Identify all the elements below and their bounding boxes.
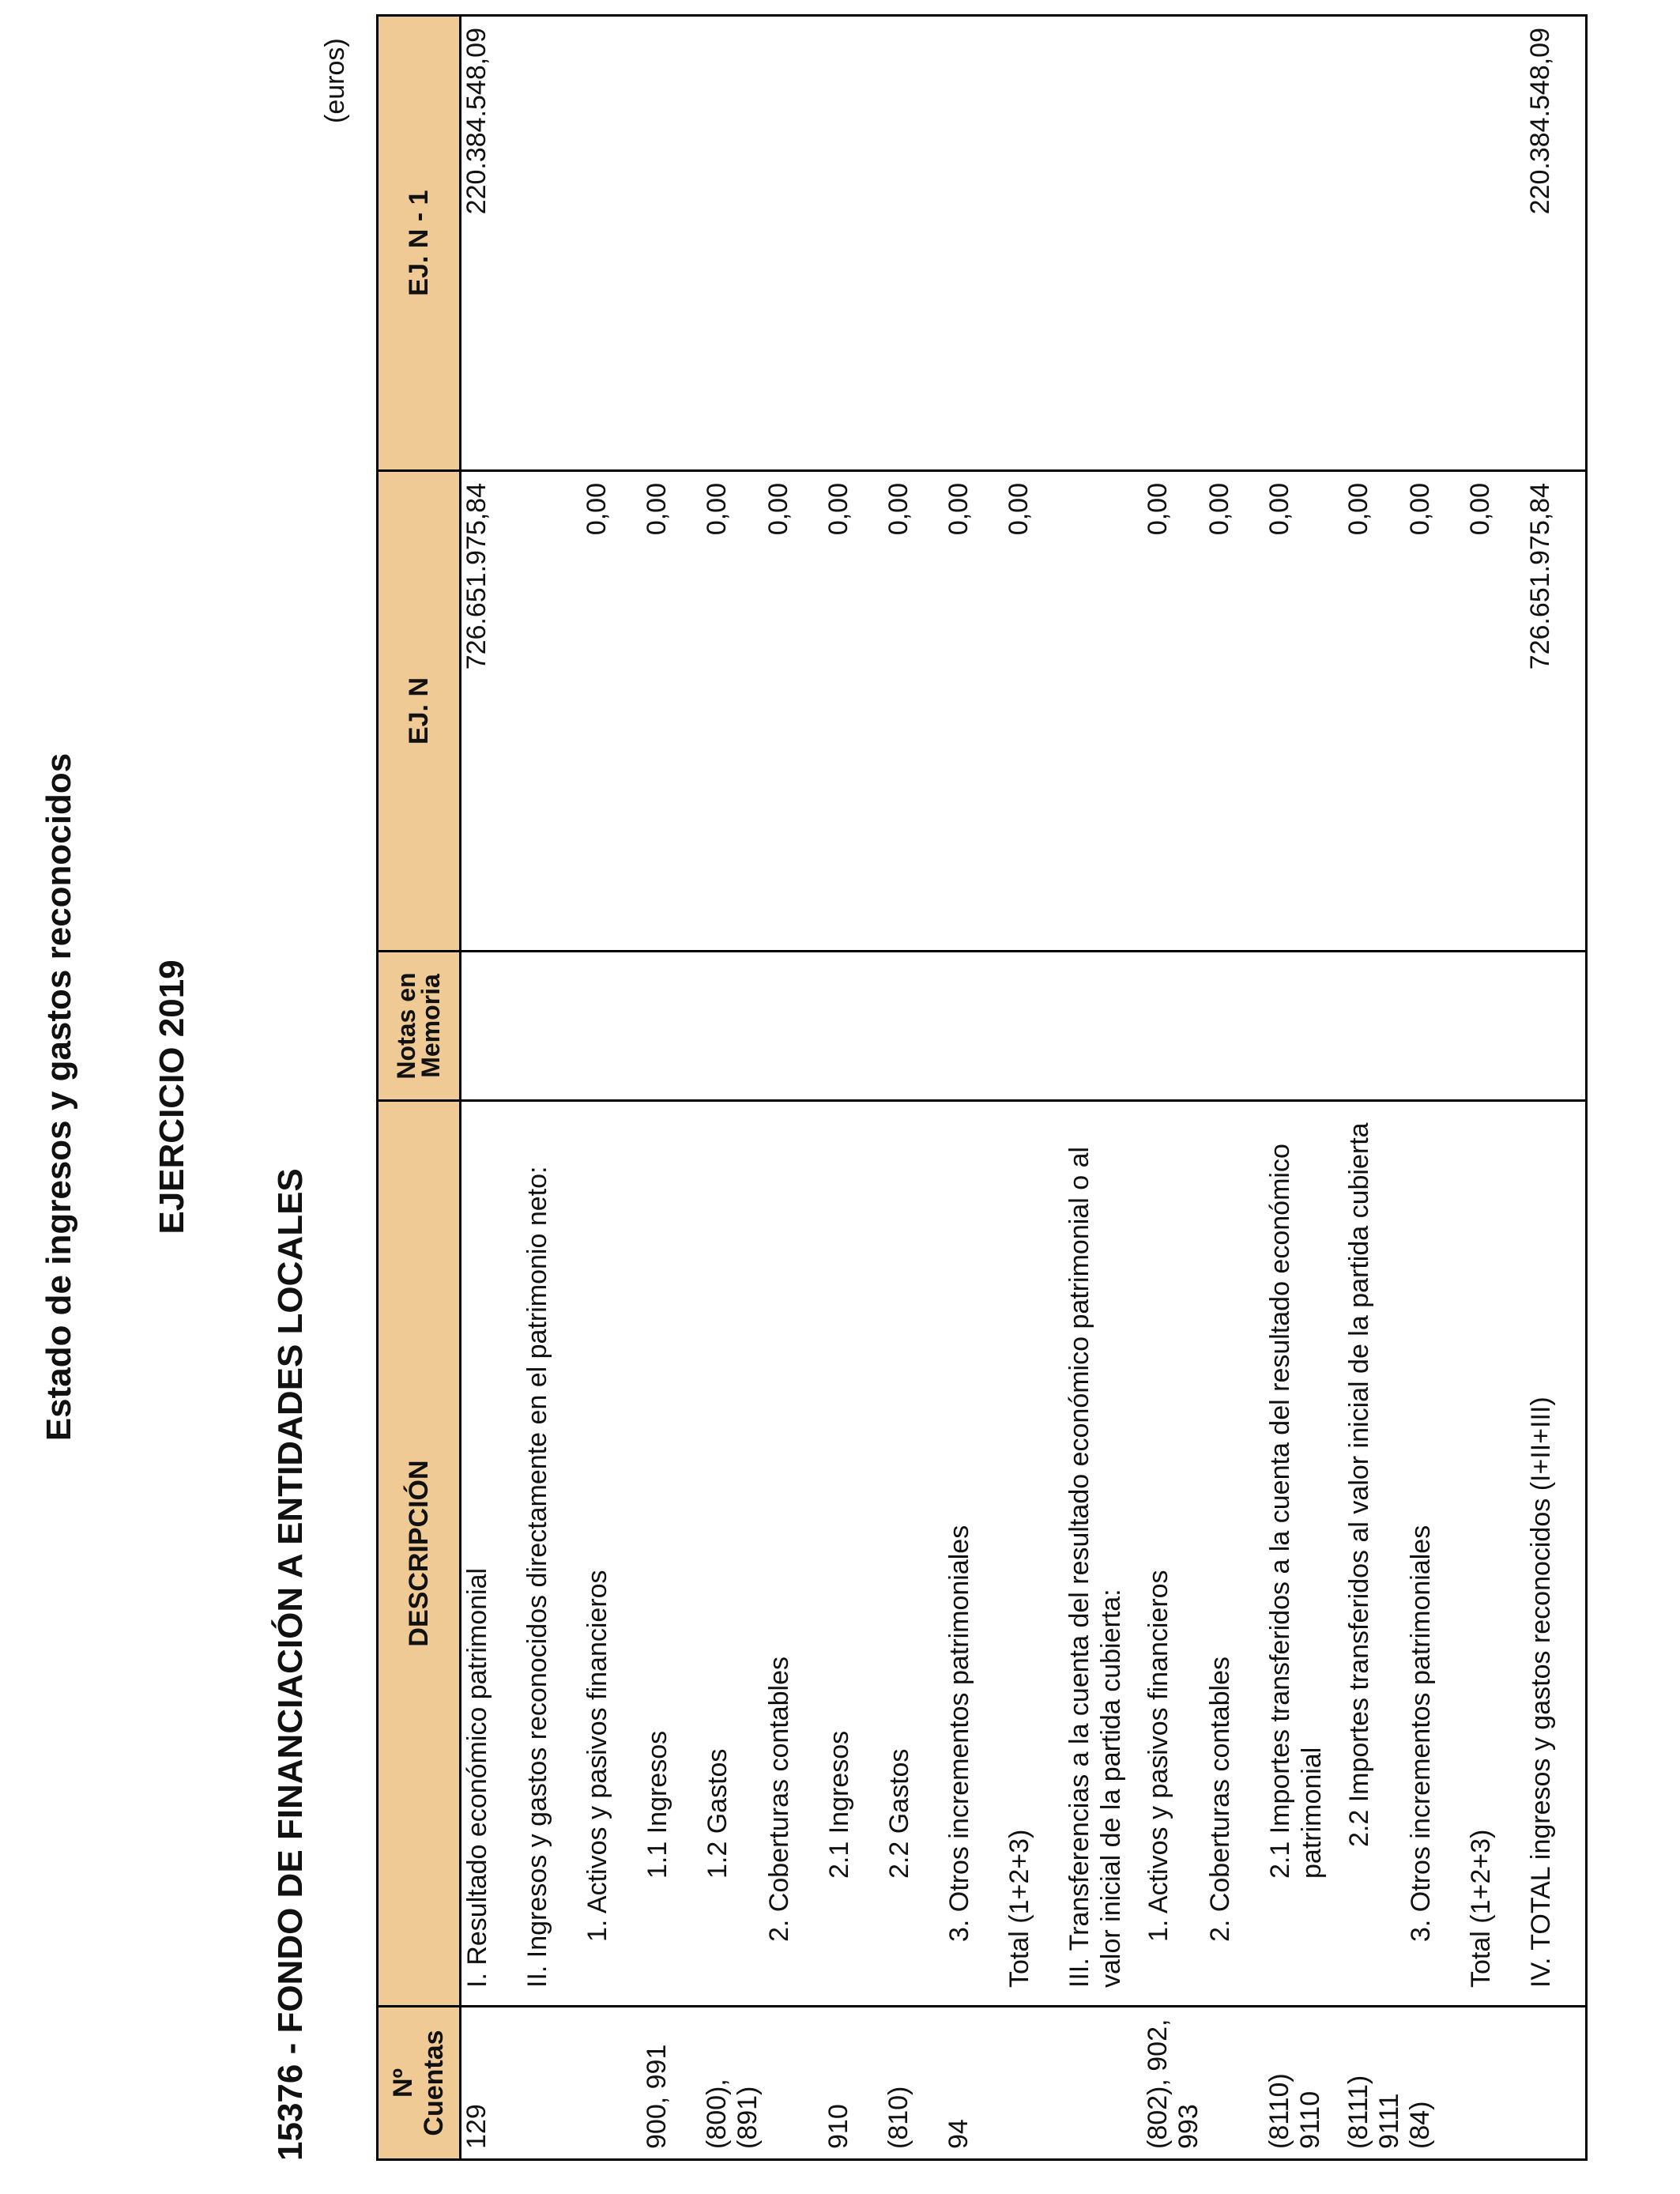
- table-row: [1525, 16, 1587, 2160]
- account-cell: 900, 991: [642, 2007, 702, 2160]
- account-cell: [1204, 2007, 1264, 2160]
- income-expense-table: [376, 14, 1588, 2161]
- description-cell: Total (1+2+3): [1465, 1101, 1525, 2007]
- value-n-cell: 0,00: [823, 471, 883, 952]
- account-cell: [1064, 2007, 1143, 2160]
- description-cell: 2.1 Importes transferidos a la cuenta del resultado económico patrimonial: [1264, 1101, 1343, 2007]
- description-cell: IV. TOTAL ingresos y gastos reconocidos (I+II+III): [1525, 1101, 1587, 2007]
- description-cell: 1.1 Ingresos: [642, 1101, 702, 2007]
- value-n1-cell: [944, 16, 1004, 471]
- account-cell: [1525, 2007, 1587, 2160]
- table-row: [1204, 16, 1264, 2160]
- table-row: [1405, 16, 1465, 2160]
- notes-cell: [1343, 952, 1405, 1101]
- value-n1-cell: [1064, 16, 1143, 471]
- value-n-cell: 726.651.975,84: [461, 471, 522, 952]
- notes-cell: [522, 952, 582, 1101]
- account-cell: [1004, 2007, 1064, 2160]
- notes-cell: [823, 952, 883, 1101]
- table-row: [883, 16, 944, 2160]
- value-n-cell: 0,00: [702, 471, 763, 952]
- notes-cell: [702, 952, 763, 1101]
- account-cell: (84): [1405, 2007, 1465, 2160]
- description-cell: 1. Activos y pasivos financieros: [582, 1101, 642, 2007]
- account-cell: [582, 2007, 642, 2160]
- table-row: [1143, 16, 1204, 2160]
- account-cell: [763, 2007, 823, 2160]
- col-header-year-n1: EJ. N - 1: [378, 16, 461, 471]
- description-cell: 1. Activos y pasivos financieros: [1143, 1101, 1204, 2007]
- table-row: [823, 16, 883, 2160]
- table-row: [582, 16, 642, 2160]
- account-cell: (800), (891): [702, 2007, 763, 2160]
- table-row: [461, 16, 522, 2160]
- account-cell: (8111) 9111: [1343, 2007, 1405, 2160]
- table-header-row: [378, 16, 461, 2160]
- notes-cell: [1405, 952, 1465, 1101]
- account-cell: 129: [461, 2007, 522, 2160]
- value-n1-cell: [642, 16, 702, 471]
- value-n1-cell: [1343, 16, 1405, 471]
- description-cell: Total (1+2+3): [1004, 1101, 1064, 2007]
- value-n1-cell: [522, 16, 582, 471]
- description-cell: 1.2 Gastos: [702, 1101, 763, 2007]
- value-n1-cell: [1405, 16, 1465, 471]
- notes-cell: [883, 952, 944, 1101]
- value-n1-cell: [702, 16, 763, 471]
- entity-title: 15376 - FONDO DE FINANCIACIÓN A ENTIDADES LOCALES: [271, 1168, 310, 2161]
- description-cell: 2.2 Gastos: [883, 1101, 944, 2007]
- notes-cell: [1264, 952, 1343, 1101]
- value-n-cell: 0,00: [642, 471, 702, 952]
- value-n1-cell: 220.384.548,09: [1525, 16, 1587, 471]
- units-label: (euros): [320, 38, 350, 123]
- table-row: [1004, 16, 1064, 2160]
- value-n1-cell: [763, 16, 823, 471]
- account-cell: 910: [823, 2007, 883, 2160]
- value-n-cell: 0,00: [1264, 471, 1343, 952]
- value-n-cell: [522, 471, 582, 952]
- table-row: [763, 16, 823, 2160]
- notes-cell: [1525, 952, 1587, 1101]
- value-n1-cell: [1465, 16, 1525, 471]
- value-n-cell: 0,00: [1004, 471, 1064, 952]
- table-row: [1264, 16, 1343, 2160]
- notes-cell: [944, 952, 1004, 1101]
- value-n-cell: 0,00: [1405, 471, 1465, 952]
- description-cell: 2.1 Ingresos: [823, 1101, 883, 2007]
- notes-cell: [1204, 952, 1264, 1101]
- notes-cell: [1465, 952, 1525, 1101]
- description-cell: 2. Coberturas contables: [1204, 1101, 1264, 2007]
- col-header-accounts: Nº Cuentas: [378, 2007, 461, 2160]
- notes-cell: [763, 952, 823, 1101]
- table-row: [1343, 16, 1405, 2160]
- notes-cell: [1143, 952, 1204, 1101]
- col-header-notes-line1: Notas en: [392, 972, 420, 1080]
- table-row: [1465, 16, 1525, 2160]
- value-n-cell: 0,00: [582, 471, 642, 952]
- table-row: [1064, 16, 1143, 2160]
- notes-cell: [1064, 952, 1143, 1101]
- account-cell: [522, 2007, 582, 2160]
- value-n-cell: 0,00: [944, 471, 1004, 952]
- col-header-notes-line2: Memoria: [416, 974, 445, 1078]
- value-n1-cell: 220.384.548,09: [461, 16, 522, 471]
- value-n1-cell: [883, 16, 944, 471]
- description-cell: 2. Coberturas contables: [763, 1101, 823, 2007]
- value-n-cell: 0,00: [1465, 471, 1525, 952]
- account-cell: [1465, 2007, 1525, 2160]
- notes-cell: [582, 952, 642, 1101]
- value-n1-cell: [1264, 16, 1343, 471]
- description-cell: 3. Otros incrementos patrimoniales: [1405, 1101, 1465, 2007]
- notes-cell: [461, 952, 522, 1101]
- account-cell: (810): [883, 2007, 944, 2160]
- value-n-cell: 726.651.975,84: [1525, 471, 1587, 952]
- report-title: Estado de ingresos y gastos reconocidos: [40, 752, 78, 1442]
- description-cell: 3. Otros incrementos patrimoniales: [944, 1101, 1004, 2007]
- account-cell: (8110) 9110: [1264, 2007, 1343, 2160]
- value-n-cell: 0,00: [763, 471, 823, 952]
- description-cell: III. Transferencias a la cuenta del resultado económico patrimonial o al valor inicial de la partida cubierta:: [1064, 1101, 1143, 2007]
- value-n-cell: 0,00: [1204, 471, 1264, 952]
- value-n-cell: 0,00: [883, 471, 944, 952]
- value-n-cell: 0,00: [1143, 471, 1204, 952]
- notes-cell: [1004, 952, 1064, 1101]
- value-n-cell: 0,00: [1343, 471, 1405, 952]
- description-cell: I. Resultado económico patrimonial: [461, 1101, 522, 2007]
- col-header-notes: [378, 952, 461, 1101]
- notes-cell: [642, 952, 702, 1101]
- account-cell: (802), 902, 993: [1143, 2007, 1204, 2160]
- value-n1-cell: [1143, 16, 1204, 471]
- table-row: [702, 16, 763, 2160]
- table-row: [944, 16, 1004, 2160]
- table-row: [522, 16, 582, 2160]
- value-n-cell: [1064, 471, 1143, 952]
- description-cell: 2.2 Importes transferidos al valor inicial de la partida cubierta: [1343, 1101, 1405, 2007]
- exercise-title: EJERCICIO 2019: [153, 959, 191, 1235]
- table-row: [642, 16, 702, 2160]
- value-n1-cell: [1004, 16, 1064, 471]
- col-header-description: DESCRIPCIÓN: [378, 1101, 461, 2007]
- value-n1-cell: [823, 16, 883, 471]
- description-cell: II. Ingresos y gastos reconocidos directamente en el patrimonio neto:: [522, 1101, 582, 2007]
- value-n1-cell: [1204, 16, 1264, 471]
- value-n1-cell: [582, 16, 642, 471]
- col-header-year-n: EJ. N: [378, 471, 461, 952]
- account-cell: 94: [944, 2007, 1004, 2160]
